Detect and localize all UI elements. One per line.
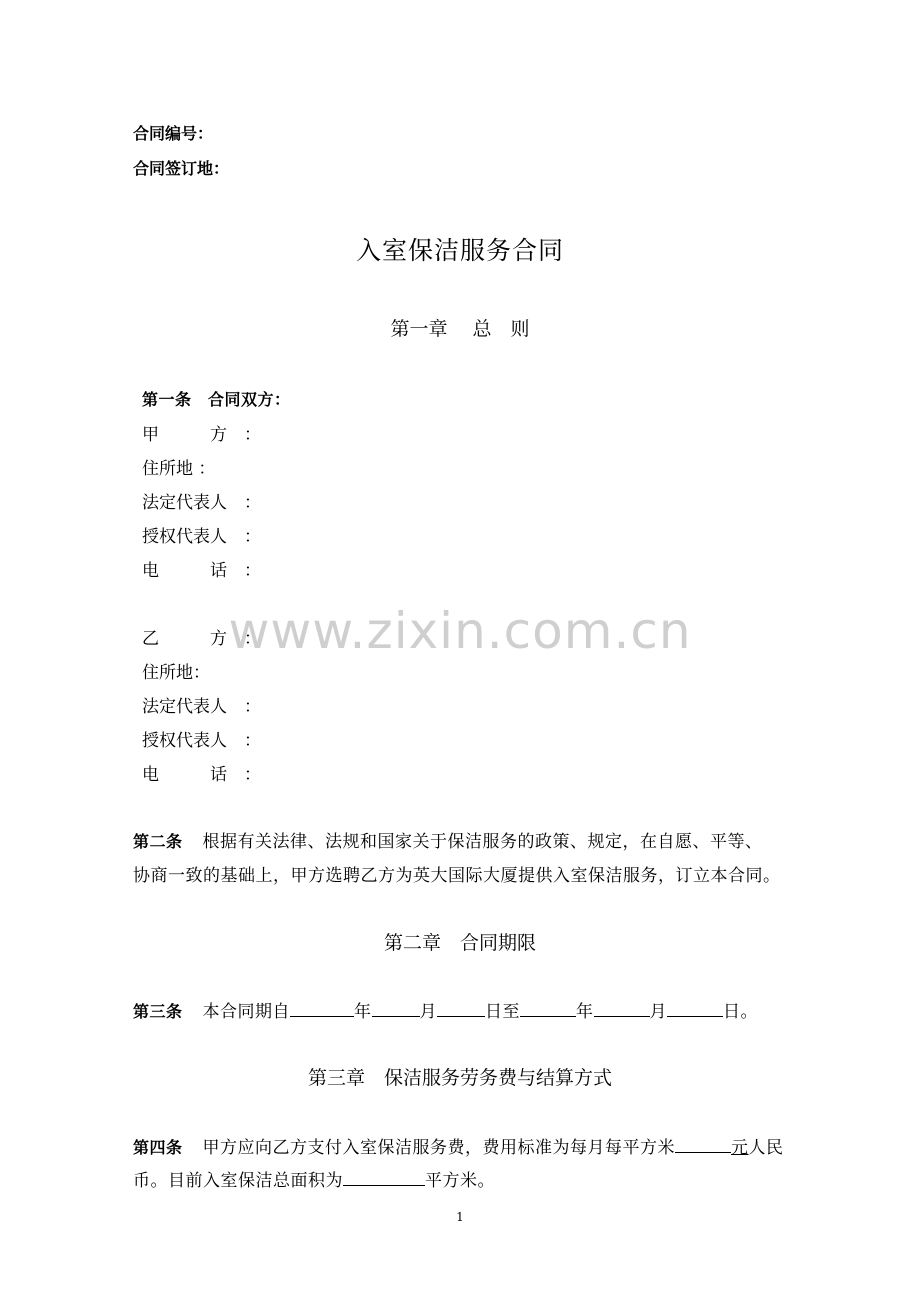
article-4-text-2: 币。目前入室保洁总面积为 — [133, 1171, 343, 1191]
signing-place-label: 合同签订地： — [133, 159, 230, 178]
article-4-suffix-1: 人民 — [748, 1138, 784, 1158]
month-label: 月 — [419, 1002, 438, 1022]
chapter-1-title: 第一章 总 则 — [390, 318, 530, 340]
party-b-auth-rep: 授权代表人 ： — [142, 731, 261, 751]
year2-label: 年 — [576, 1002, 594, 1022]
day-to-label: 日至 — [485, 1002, 521, 1022]
party-b-phone: 电 话 ： — [142, 765, 261, 785]
start-month-blank[interactable] — [372, 998, 420, 1017]
article-4-line-1 — [133, 1133, 784, 1158]
page-number: 1 — [456, 1210, 464, 1224]
article-4-text-1: 甲方应向乙方支付入室保洁服务费，费用标准为每月每平方米 — [202, 1138, 676, 1158]
day-end-label: 日。 — [723, 1002, 759, 1022]
start-year-blank[interactable] — [290, 998, 354, 1017]
chapter-2-title: 第二章 合同期限 — [383, 932, 536, 954]
party-a-name: 甲 方 ： — [142, 425, 261, 445]
article-3-label: 第三条 — [133, 1002, 183, 1021]
article-4-suffix-2: 平方米。 — [425, 1171, 495, 1191]
party-b-name: 乙 方 ： — [142, 629, 261, 649]
watermark: www.zixin.com.cn — [228, 602, 692, 660]
article-2-line-1 — [133, 827, 763, 852]
document-title: 入室保洁服务合同 — [355, 236, 564, 265]
fee-unit: 元 — [731, 1138, 749, 1158]
fee-rate-blank[interactable] — [675, 1134, 731, 1153]
end-day-blank[interactable] — [667, 998, 723, 1017]
party-a-legal-rep: 法定代表人 ： — [142, 493, 261, 513]
article-3 — [133, 997, 758, 1022]
article-4-label: 第四条 — [133, 1138, 183, 1157]
article-4-line-2 — [133, 1166, 495, 1191]
month2-label: 月 — [649, 1002, 668, 1022]
party-b-legal-rep: 法定代表人 ： — [142, 697, 261, 717]
end-year-blank[interactable] — [520, 998, 576, 1017]
area-blank[interactable] — [343, 1167, 425, 1186]
party-a-auth-rep: 授权代表人 ： — [142, 527, 261, 547]
article-2-line-2: 协商一致的基础上，甲方选聘乙方为英大国际大厦提供入室保洁服务，订立本合同。 — [133, 866, 781, 886]
contract-number-label: 合同编号： — [133, 124, 214, 143]
party-b-address: 住所地： — [142, 663, 210, 683]
article-3-prefix: 本合同期自 — [202, 1002, 291, 1022]
year-label: 年 — [354, 1002, 372, 1022]
start-day-blank[interactable] — [437, 998, 485, 1017]
end-month-blank[interactable] — [594, 998, 650, 1017]
chapter-3-title: 第三章 保洁服务劳务费与结算方式 — [307, 1067, 612, 1089]
party-a-phone: 电 话 ： — [142, 561, 261, 581]
party-a-address: 住所地 ： — [142, 459, 216, 479]
article-2-text-1: 根据有关法律、法规和国家关于保洁服务的政策、规定，在自愿、平等、 — [202, 832, 763, 852]
article-2-label: 第二条 — [133, 832, 183, 851]
article-1-label: 第一条 合同双方： — [142, 390, 291, 409]
